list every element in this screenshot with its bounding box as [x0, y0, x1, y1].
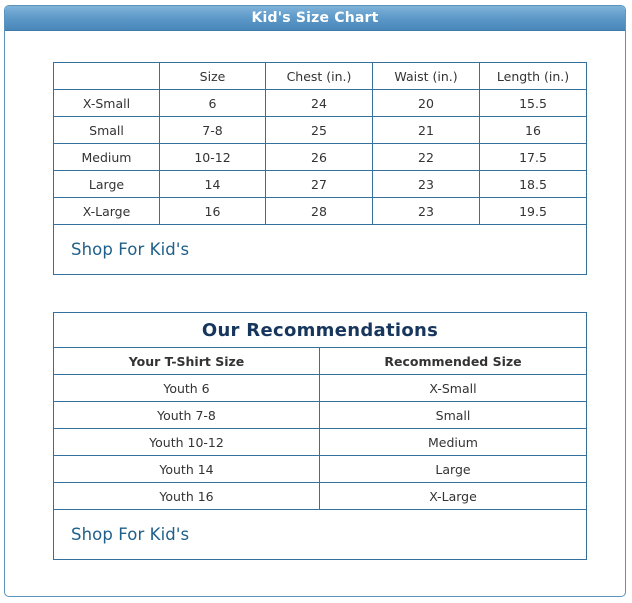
- shop-for-kids-link[interactable]: Shop For Kid's: [71, 240, 190, 259]
- column-header-size: Size: [160, 63, 266, 90]
- column-header-length: Length (in.): [480, 63, 587, 90]
- recommended-size-cell: Small: [320, 402, 587, 429]
- recommended-size-cell: Large: [320, 456, 587, 483]
- your-size-cell: Youth 16: [54, 483, 320, 510]
- your-size-cell: Youth 14: [54, 456, 320, 483]
- your-size-cell: Youth 10-12: [54, 429, 320, 456]
- size-cell: 16: [160, 198, 266, 225]
- table-row: [54, 144, 587, 171]
- shop-row: [54, 225, 587, 275]
- table-row: [54, 402, 587, 429]
- table-row: [54, 171, 587, 198]
- table-row: [54, 375, 587, 402]
- size-chart-panel: [4, 5, 626, 597]
- chest-cell: 24: [266, 90, 373, 117]
- row-label: X-Large: [54, 198, 160, 225]
- table-header-row: [54, 63, 587, 90]
- waist-cell: 23: [373, 171, 480, 198]
- length-cell: 15.5: [480, 90, 587, 117]
- chest-cell: 25: [266, 117, 373, 144]
- column-header-blank: [54, 63, 160, 90]
- chest-cell: 26: [266, 144, 373, 171]
- row-label: Medium: [54, 144, 160, 171]
- recommendations-table: [53, 312, 587, 560]
- table-row: [54, 483, 587, 510]
- row-label: X-Small: [54, 90, 160, 117]
- length-cell: 18.5: [480, 171, 587, 198]
- table-row: [54, 117, 587, 144]
- shop-for-kids-link[interactable]: Shop For Kid's: [71, 525, 190, 544]
- length-cell: 16: [480, 117, 587, 144]
- recommendations-title-row: [54, 313, 587, 348]
- table-row: [54, 456, 587, 483]
- size-chart-table: [53, 62, 587, 275]
- table-header-row: [54, 348, 587, 375]
- recommended-size-cell: X-Small: [320, 375, 587, 402]
- size-cell: 6: [160, 90, 266, 117]
- table-row: [54, 90, 587, 117]
- length-cell: 19.5: [480, 198, 587, 225]
- length-cell: 17.5: [480, 144, 587, 171]
- recommendations-title: Our Recommendations: [54, 313, 587, 348]
- table-row: [54, 198, 587, 225]
- column-header-recommended-size: Recommended Size: [320, 348, 587, 375]
- recommended-size-cell: Medium: [320, 429, 587, 456]
- your-size-cell: Youth 6: [54, 375, 320, 402]
- row-label: Small: [54, 117, 160, 144]
- size-cell: 14: [160, 171, 266, 198]
- waist-cell: 20: [373, 90, 480, 117]
- column-header-your-size: Your T-Shirt Size: [54, 348, 320, 375]
- size-cell: 7-8: [160, 117, 266, 144]
- column-header-waist: Waist (in.): [373, 63, 480, 90]
- shop-cell: [54, 225, 587, 275]
- row-label: Large: [54, 171, 160, 198]
- table-row: [54, 429, 587, 456]
- size-cell: 10-12: [160, 144, 266, 171]
- chest-cell: 27: [266, 171, 373, 198]
- waist-cell: 21: [373, 117, 480, 144]
- shop-cell: [54, 510, 587, 560]
- waist-cell: 22: [373, 144, 480, 171]
- recommended-size-cell: X-Large: [320, 483, 587, 510]
- waist-cell: 23: [373, 198, 480, 225]
- chest-cell: 28: [266, 198, 373, 225]
- panel-title: Kid's Size Chart: [5, 6, 625, 31]
- shop-row: [54, 510, 587, 560]
- column-header-chest: Chest (in.): [266, 63, 373, 90]
- your-size-cell: Youth 7-8: [54, 402, 320, 429]
